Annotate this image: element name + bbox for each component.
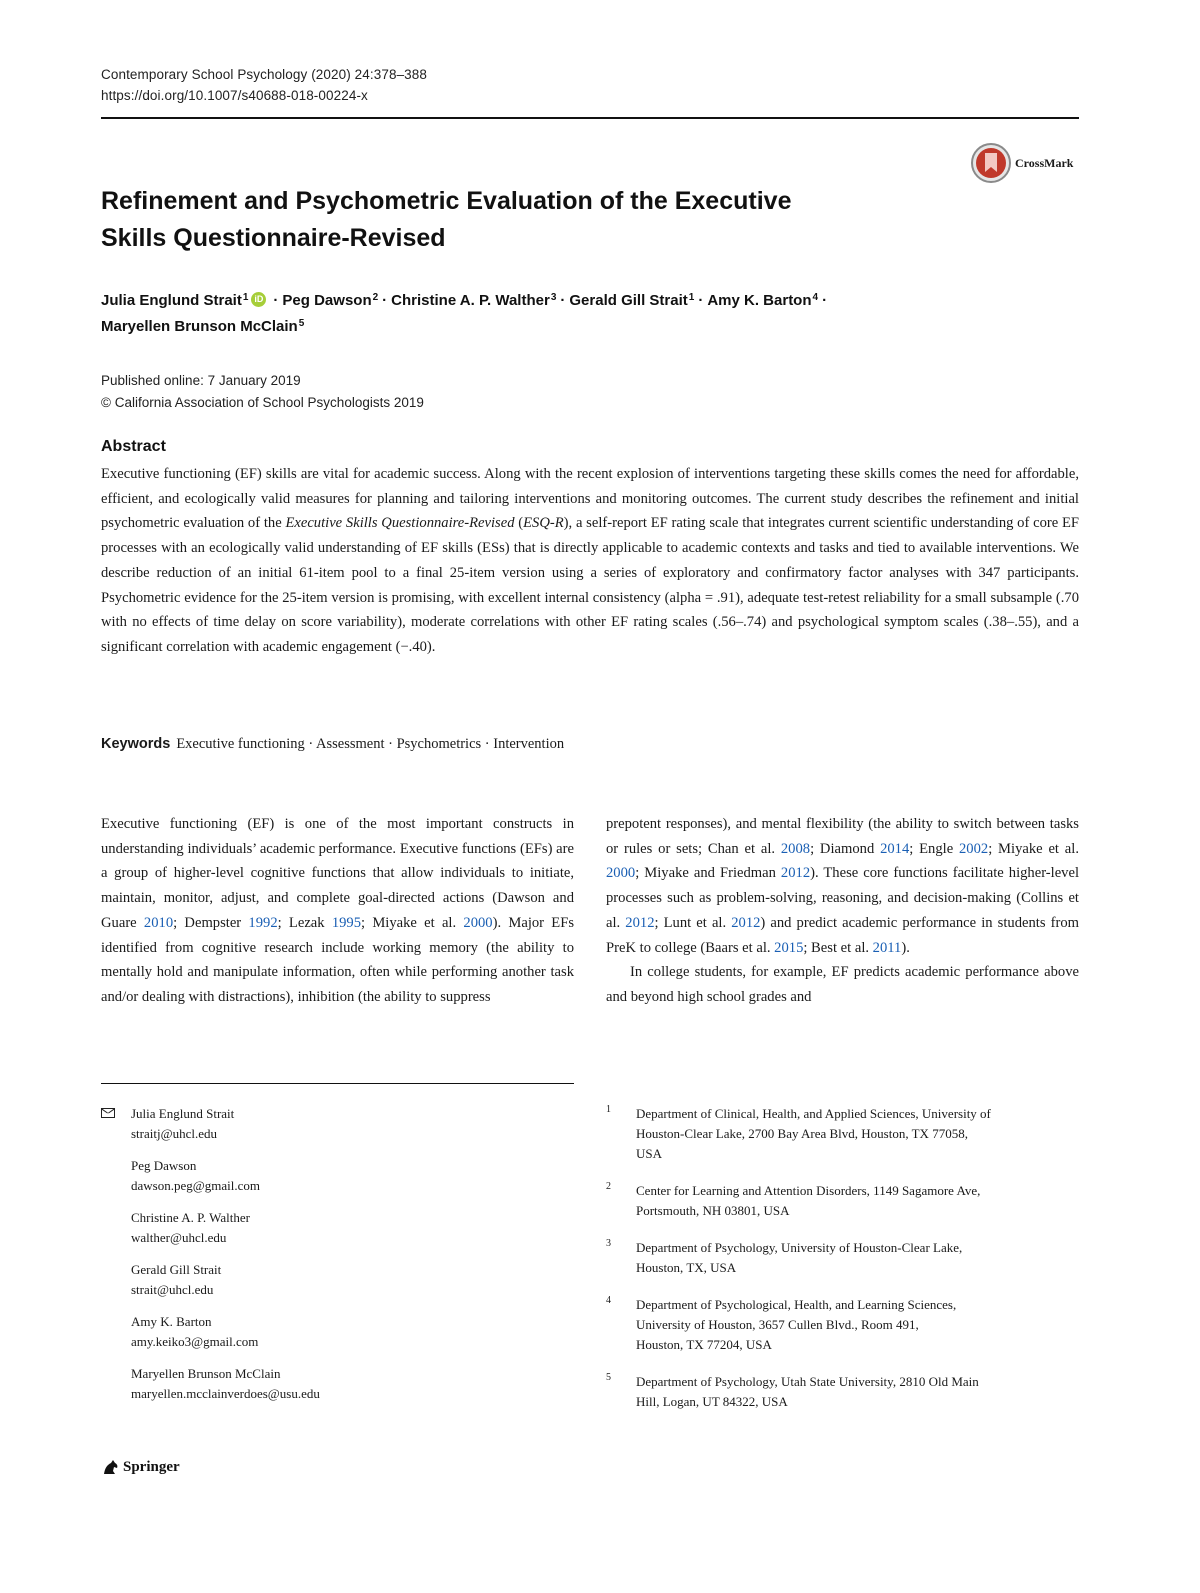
citation-link[interactable]: 2002 (959, 840, 989, 857)
abstract-part: ), a self-report EF rating scale that integrates current scientific understanding of core EF processes with an ecologically valid understanding of EF skills (ESs) that is directly applicable to academic contexts and tasks and tied to available interventions. We describe reduction of an initial 61-item pool to a final 25-item version using a series of exploratory and confirmatory factor analyses with 347 participants. Psychometric evidence for the 25-item version is promising, with excellent internal consistency (alpha = .91), adequate test-retest reliability for a small subsample (.70 with no effects of time delay on score variability), moderate correlations with other EF rating scales (.56–.74) and psychological symptom scales (.38–.55), and a significant correlation with academic engagement (−.40). (101, 515, 1079, 655)
citation-link[interactable]: 2000 (463, 914, 493, 931)
author-separator: · (822, 292, 828, 309)
affiliation-line: Department of Clinical, Health, and Applied Sciences, University of (636, 1106, 991, 1121)
body-text: ). (901, 939, 910, 956)
doi-link[interactable]: https://doi.org/10.1007/s40688-018-00224-x (101, 88, 368, 103)
keywords (101, 736, 564, 753)
crossmark-badge[interactable] (970, 142, 1073, 184)
title-line-1: Refinement and Psychometric Evaluation of the Executive (101, 187, 792, 215)
author-name[interactable]: Peg Dawson (282, 292, 372, 309)
body-text: ; Miyake et al. (361, 914, 464, 931)
citation-link[interactable]: 1992 (248, 914, 278, 931)
published-date: Published online: 7 January 2019 (101, 373, 301, 388)
affiliation-entry (606, 1104, 1081, 1164)
affiliation-line: Houston, TX 77204, USA (636, 1337, 772, 1352)
affiliation-number: 4 (606, 1295, 611, 1306)
author-affil-ref[interactable]: 1 (242, 292, 249, 303)
crossmark-icon (970, 142, 1012, 184)
abstract-italic: Executive Skills Questionnaire-Revised (285, 515, 515, 532)
affiliation-number: 5 (606, 1372, 611, 1383)
contact-entry (101, 1208, 574, 1248)
body-text: ; Dempster (173, 914, 249, 931)
affiliation-entry (606, 1181, 1081, 1221)
citation-link[interactable]: 2012 (625, 914, 655, 931)
author-affil-ref[interactable]: 3 (550, 292, 557, 303)
contact-name: Maryellen Brunson McClain (131, 1366, 281, 1381)
contact-email[interactable]: strait@uhcl.edu (131, 1282, 214, 1297)
author-name[interactable]: Amy K. Barton (707, 292, 812, 309)
author-name[interactable]: Julia Englund Strait (101, 292, 242, 309)
citation-link[interactable]: 2015 (774, 939, 804, 956)
keywords-label: Keywords (101, 736, 171, 752)
citation-link[interactable]: 2012 (780, 865, 811, 882)
affiliation-line: USA (636, 1146, 663, 1161)
affiliation-entry (606, 1238, 1081, 1278)
abstract-heading: Abstract (101, 438, 166, 455)
author-affil-ref[interactable]: 2 (372, 292, 379, 303)
affiliation-line: Houston, TX, USA (636, 1260, 737, 1275)
contact-entry (101, 1364, 574, 1404)
body-text: ; Lezak (277, 914, 332, 931)
contact-name: Gerald Gill Strait (131, 1262, 222, 1277)
body-text: ; Miyake et al. (988, 840, 1079, 857)
abstract-italic: ESQ-R (523, 515, 564, 532)
contact-name: Christine A. P. Walther (131, 1210, 250, 1225)
abstract-text (101, 462, 1079, 660)
body-column-left (101, 812, 574, 1010)
contact-email[interactable]: straitj@uhcl.edu (131, 1126, 217, 1141)
body-text: ) and predict academic performance in students from PreK to college (Baars et al. (606, 914, 1079, 956)
affiliation-line: University of Houston, 3657 Cullen Blvd., Room 491, (636, 1317, 919, 1332)
orcid-icon[interactable]: iD (251, 292, 266, 307)
title-line-2: Skills Questionnaire-Revised (101, 224, 446, 252)
contact-email[interactable]: maryellen.mcclainverdoes@usu.edu (131, 1386, 320, 1401)
contact-name: Julia Englund Strait (131, 1106, 235, 1121)
keywords-list: Executive functioning · Assessment · Psychometrics · Intervention (176, 736, 565, 752)
body-text: Executive functioning (EF) is one of the most important constructs in understanding individuals’ academic performance. Executive functions (EFs) are a group of higher-level cognitive functions that allow individuals to initiate, maintain, monitor, adjust, and complete goal-directed actions (Dawson and Guare (101, 816, 574, 931)
body-paragraph: In college students, for example, EF predicts academic performance above and beyond high school grades and (606, 964, 1079, 1005)
body-paragraph (101, 812, 574, 1010)
affiliation-line: Hill, Logan, UT 84322, USA (636, 1394, 788, 1409)
citation-link[interactable]: 1995 (331, 914, 362, 931)
body-text: ; Miyake and Friedman (635, 865, 781, 882)
author-separator: · (698, 292, 704, 309)
citation-link[interactable]: 2014 (880, 840, 910, 857)
body-text: ; Lunt et al. (654, 914, 732, 931)
contact-email[interactable]: walther@uhcl.edu (131, 1230, 227, 1245)
abstract-part: ( (514, 515, 524, 532)
affiliation-list (606, 1104, 1081, 1429)
author-separator: · (273, 292, 279, 309)
author-affil-ref[interactable]: 1 (688, 292, 695, 303)
affiliation-line: Department of Psychology, University of Houston-Clear Lake, (636, 1240, 963, 1255)
contact-entry (101, 1104, 574, 1144)
contact-name: Peg Dawson (131, 1158, 197, 1173)
body-text: ). These core functions facilitate higher-level processes such as problem-solving, reasoning, and decision-making (Collins et al. (606, 865, 1079, 931)
springer-horse-icon (101, 1457, 121, 1477)
contact-list (101, 1104, 574, 1416)
body-text: prepotent responses), and mental flexibility (the ability to switch between tasks or rules or sets; Chan et al. (606, 816, 1079, 857)
contact-email[interactable]: amy.keiko3@gmail.com (131, 1334, 259, 1349)
affiliation-entry (606, 1372, 1081, 1412)
body-text: ; Best et al. (803, 939, 873, 956)
citation-link[interactable]: 2008 (780, 840, 811, 857)
journal-citation: Contemporary School Psychology (2020) 24:378–388 (101, 67, 427, 82)
crossmark-label: CrossMark (1015, 155, 1074, 170)
body-text: ; Diamond (810, 840, 881, 857)
citation-link[interactable]: 2000 (606, 865, 636, 882)
publication-info (101, 370, 424, 414)
author-separator: · (382, 292, 388, 309)
author-affil-ref[interactable]: 5 (298, 318, 305, 329)
author-name[interactable]: Gerald Gill Strait (569, 292, 688, 309)
body-paragraph (606, 812, 1079, 960)
footnote-rule (101, 1083, 574, 1084)
author-list (101, 288, 1081, 340)
contact-entry (101, 1260, 574, 1300)
contact-entry (101, 1312, 574, 1352)
affiliation-number: 3 (606, 1238, 611, 1249)
contact-email[interactable]: dawson.peg@gmail.com (131, 1178, 260, 1193)
envelope-icon (101, 1108, 115, 1118)
affiliation-line: Portsmouth, NH 03801, USA (636, 1203, 790, 1218)
contact-name: Amy K. Barton (131, 1314, 212, 1329)
affiliation-line: Center for Learning and Attention Disorders, 1149 Sagamore Ave, (636, 1183, 981, 1198)
header-rule (101, 117, 1079, 119)
affiliation-number: 1 (606, 1104, 611, 1115)
publisher-logo (101, 1457, 180, 1477)
affiliation-entry (606, 1295, 1081, 1355)
citation-link[interactable]: 2012 (731, 914, 761, 931)
affiliation-line: Department of Psychological, Health, and Learning Sciences, (636, 1297, 957, 1312)
body-text: ; Engle (909, 840, 959, 857)
author-separator: · (560, 292, 566, 309)
affiliation-line: Houston-Clear Lake, 2700 Bay Area Blvd, Houston, TX 77058, (636, 1126, 968, 1141)
article-title (101, 183, 901, 257)
citation-link[interactable]: 2011 (872, 939, 902, 956)
body-text: ). Major EFs identified from cognitive research include working memory (the ability to mentally hold and manipulate information, often while performing another task and/or dealing with distractions), inhibition (the ability to suppress (101, 914, 574, 1005)
author-affil-ref[interactable]: 4 (812, 292, 819, 303)
citation-link[interactable]: 2010 (143, 914, 174, 931)
affiliation-number: 2 (606, 1181, 611, 1192)
abstract-part: Executive functioning (EF) skills are vital for academic success. Along with the recent explosion of interventions targeting these skills comes the need for affordable, efficient, and ecologically valid measures for planning and tailoring interventions and monitoring outcomes. The current study describes the refinement and initial psychometric evaluation of the (101, 466, 1079, 532)
publisher-name: Springer (123, 1458, 180, 1475)
copyright-notice: © California Association of School Psychologists 2019 (101, 395, 424, 410)
contact-entry (101, 1156, 574, 1196)
author-name[interactable]: Christine A. P. Walther (391, 292, 550, 309)
author-name[interactable]: Maryellen Brunson McClain (101, 318, 298, 335)
body-column-right (606, 812, 1079, 1010)
affiliation-line: Department of Psychology, Utah State University, 2810 Old Main (636, 1374, 979, 1389)
